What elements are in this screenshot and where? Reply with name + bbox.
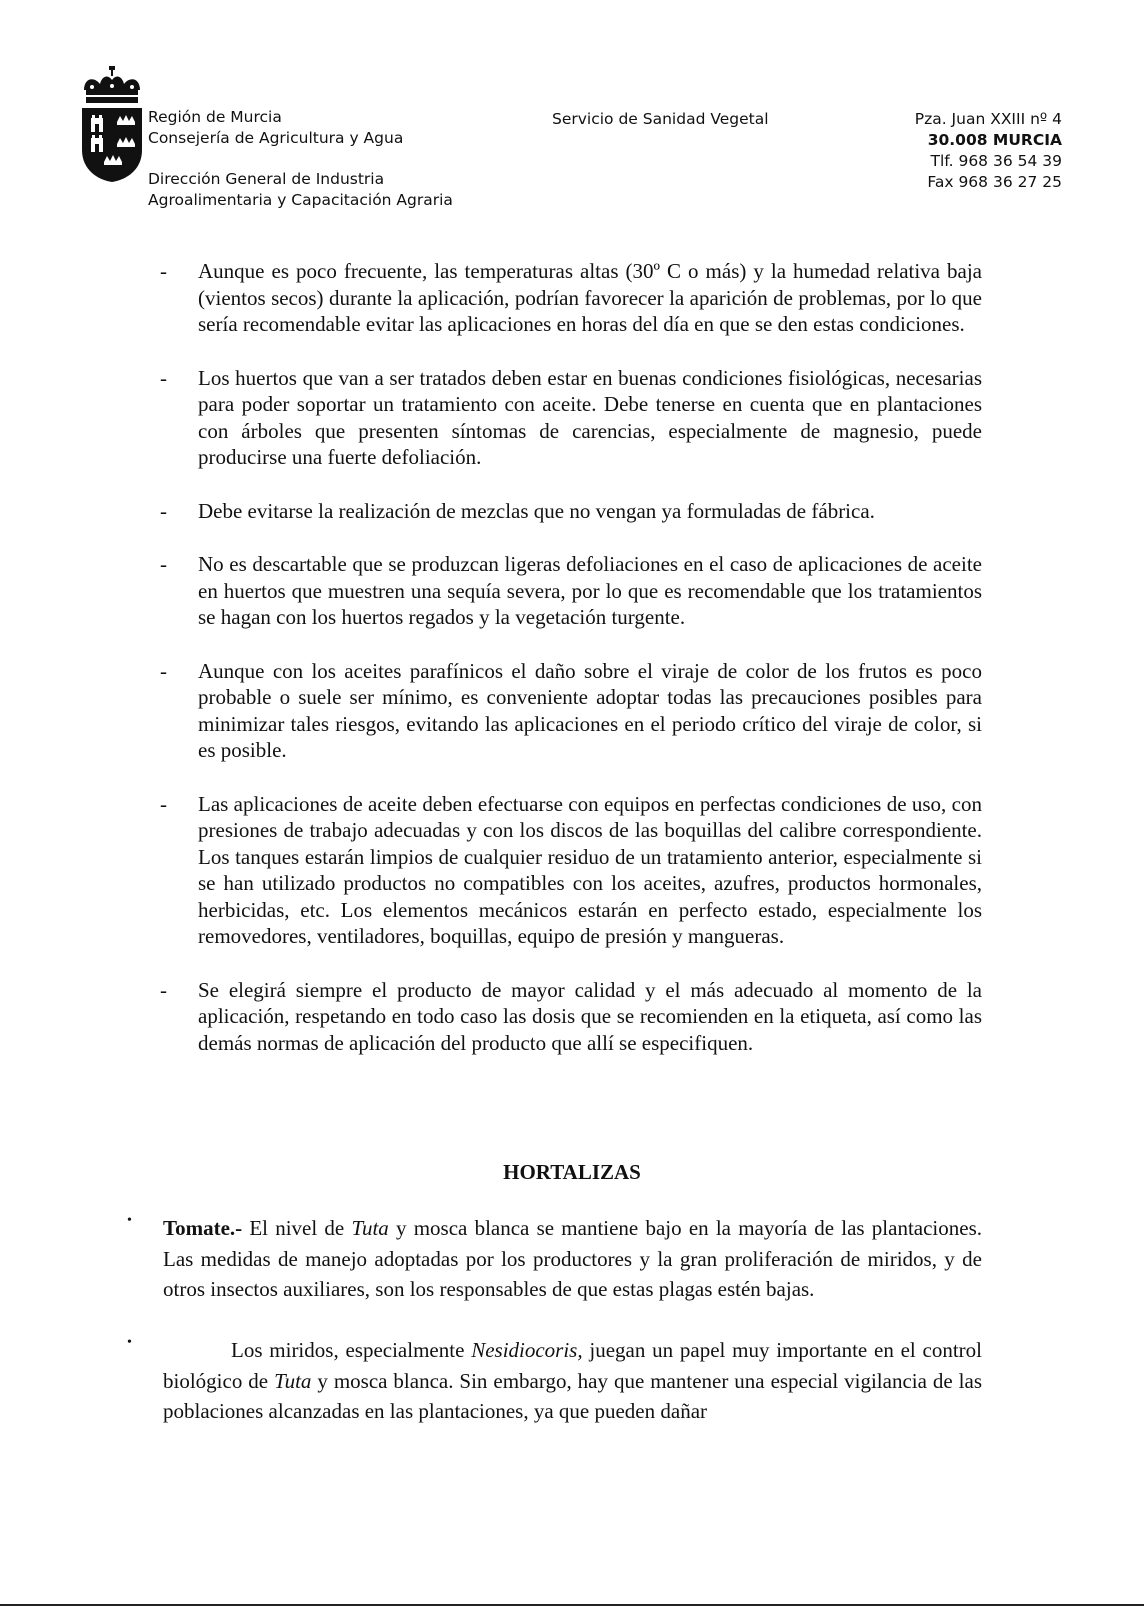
header-city: 30.008 MURCIA: [927, 131, 1062, 149]
region-murcia-crest-logo: [80, 66, 144, 188]
list-item-text: Los huertos que van a ser tratados deben estar en buenas condiciones fisiológicas, necesarias para poder soportar un tratamiento con aceite. Debe tenerse en cuenta que en plantaciones con árboles que presenten síntomas de carencias, especialmente de magnesio, puede producirse una fuerte defoliación.: [198, 365, 982, 469]
dash-bullet: -: [160, 791, 167, 816]
header-phone: Tlf. 968 36 54 39: [930, 152, 1062, 170]
para-text: y mosca blanca. Sin embargo, hay que mantener una especial vigilancia de las poblaciones alcanzadas en las plantaciones, ya que pueden dañar: [163, 1368, 982, 1423]
list-item: [160, 791, 982, 950]
list-item: [160, 498, 982, 525]
section-title: HORTALIZAS: [503, 1160, 641, 1184]
list-item: [160, 258, 982, 338]
page-bottom-border: [0, 1604, 1144, 1606]
list-item-text: Aunque es poco frecuente, las temperaturas altas (30º C o más) y la humedad relativa baja (vientos secos) durante la aplicación, podrían favorecer la aparición de problemas, por lo que sería recomendable evitar las aplicaciones en horas del día en que se den estas condiciones.: [198, 259, 982, 336]
dash-bullet: -: [160, 552, 167, 576]
bullet-dot: •: [127, 1213, 132, 1228]
dash-bullet: -: [160, 658, 167, 683]
list-item-text: Debe evitarse la realización de mezclas que no vengan ya formuladas de fábrica.: [198, 498, 875, 523]
list-item-text: Se elegirá siempre el producto de mayor calidad y el más adecuado al momento de la aplicación, respetando en todo caso las dosis que se recomienden en la etiqueta, así como las demás normas de aplicación del producto que allí se especifiquen.: [198, 977, 982, 1055]
para-text: El nivel de: [242, 1216, 352, 1240]
list-item: [160, 977, 982, 1057]
header-contact: [915, 109, 1062, 193]
para-text: y mosca blanca se mantiene bajo en la mayoría de las plantaciones. Las medidas de manejo adoptadas por los productores y la gran proliferación de miridos, y de otros insectos auxiliares, son los responsables de que estas plagas estén bajas.: [163, 1216, 982, 1301]
list-item: [160, 658, 982, 764]
dash-bullet: -: [160, 977, 167, 1002]
list-item: [160, 551, 982, 631]
dash-bullet: -: [160, 365, 167, 390]
recommendations-list: [160, 258, 982, 1083]
para-text: Los miridos, especialmente: [231, 1338, 472, 1362]
header-department: Consejería de Agricultura y Agua: [148, 129, 404, 147]
dash-bullet: -: [160, 498, 167, 523]
list-item: [160, 365, 982, 471]
para-text: juegan un papel muy importante en el control biológico de: [163, 1338, 983, 1393]
para-italic: Tuta: [351, 1216, 389, 1240]
para-italic: Tuta: [274, 1368, 312, 1393]
bullet-dot: •: [127, 1335, 132, 1350]
tomato-lead: Tomate.-: [163, 1216, 243, 1240]
list-item-text: No es descartable que se produzcan ligeras defoliaciones en el caso de aplicaciones de aceite en huertos que muestren una sequía severa, por lo que es recomendable que los tratamientos se hagan con los huertos regados y la vegetación turgente.: [198, 552, 982, 629]
header-address: Pza. Juan XXIII nº 4: [914, 110, 1062, 128]
list-item-text: Las aplicaciones de aceite deben efectuarse con equipos en perfectas condiciones de uso, con presiones de trabajo adecuadas y con los discos de las boquillas del calibre correspondiente. Los tanques estarán limpios de cualquier residuo de un tratamiento anterior, especialmente si se han utilizado productos no compatibles con los aceites, azufres, productos hormonales, herbicidas, etc. Los elementos mecánicos estarán en perfecto estado, especialmente los removedores, ventiladores, boquillas, equipo de presión y mangueras.: [198, 791, 982, 948]
dash-bullet: -: [160, 259, 167, 283]
tomato-paragraph: [163, 1213, 982, 1305]
header-region: Región de Murcia: [148, 108, 282, 126]
list-item-text: Aunque con los aceites parafínicos el daño sobre el viraje de color de los frutos es poco probable o suele ser mínimo, es conveniente adoptar todas las precauciones posibles para minimizar tales riesgos, evitando las aplicaciones en el periodo crítico del viraje de color, si es posible.: [198, 658, 982, 762]
miridos-paragraph: [163, 1335, 982, 1427]
header-service: Servicio de Sanidad Vegetal: [552, 110, 769, 128]
header-organization: [148, 107, 453, 211]
header-directorate-line2: Agroalimentaria y Capacitación Agraria: [148, 191, 453, 209]
para-italic: Nesidiocoris,: [471, 1338, 583, 1362]
header-fax: Fax 968 36 27 25: [927, 173, 1062, 191]
header-directorate-line1: Dirección General de Industria: [148, 170, 385, 188]
